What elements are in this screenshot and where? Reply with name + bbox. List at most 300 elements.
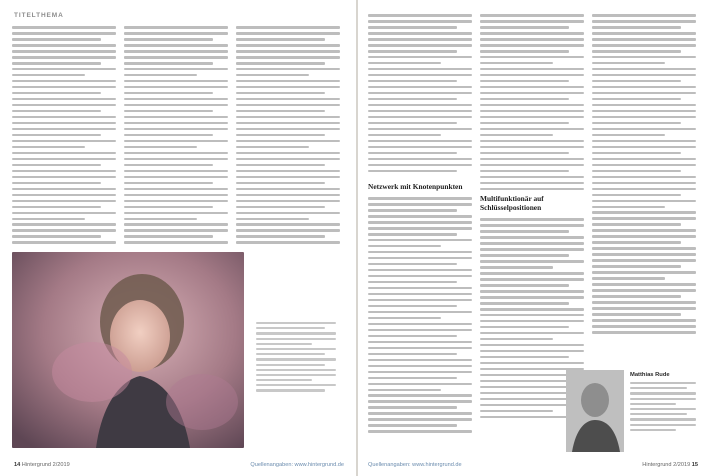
text-line <box>480 116 584 119</box>
text-line <box>480 80 569 83</box>
text-line <box>592 265 681 268</box>
text-line <box>480 74 584 77</box>
left-column-3 <box>236 26 340 247</box>
text-line <box>592 217 696 220</box>
feature-photo <box>12 252 244 448</box>
text-line <box>592 56 696 59</box>
text-line <box>630 418 696 420</box>
text-line <box>236 122 340 125</box>
text-line <box>12 229 116 232</box>
text-line <box>592 271 696 274</box>
right-column-2 <box>480 14 584 422</box>
text-line <box>630 413 687 415</box>
text-line <box>368 389 441 392</box>
text-line <box>368 371 472 374</box>
text-line <box>124 38 213 41</box>
right-page <box>358 0 714 476</box>
text-line <box>12 26 116 29</box>
text-line <box>480 266 553 269</box>
text-line <box>480 290 584 293</box>
text-line <box>368 287 472 290</box>
text-line <box>592 140 696 143</box>
text-line <box>368 221 472 224</box>
text-line <box>480 122 569 125</box>
text-line <box>368 146 472 149</box>
text-line <box>368 317 441 320</box>
text-line <box>12 188 116 191</box>
text-line <box>124 110 213 113</box>
author-photo-icon <box>566 370 624 452</box>
text-line <box>480 140 584 143</box>
text-line <box>592 319 696 322</box>
text-line <box>124 26 228 29</box>
text-line <box>480 146 584 149</box>
text-line <box>12 32 116 35</box>
text-line <box>368 20 472 23</box>
text-line <box>480 332 584 335</box>
text-line <box>236 146 309 149</box>
text-line <box>592 164 696 167</box>
author-portrait <box>566 370 624 452</box>
text-line <box>368 233 457 236</box>
text-line <box>368 197 472 200</box>
text-line <box>480 158 584 161</box>
text-line <box>480 344 584 347</box>
text-line <box>592 277 665 280</box>
text-line <box>592 134 665 137</box>
text-line <box>592 301 696 304</box>
text-line <box>480 398 569 401</box>
text-line <box>480 98 569 101</box>
text-line <box>368 116 472 119</box>
text-line <box>480 338 553 341</box>
text-line <box>256 348 336 350</box>
text-line <box>480 68 584 71</box>
left-column-1 <box>12 26 116 247</box>
text-line <box>368 341 472 344</box>
text-line <box>592 289 696 292</box>
text-line <box>592 182 696 185</box>
text-line <box>480 62 553 65</box>
text-line <box>124 128 228 131</box>
text-line <box>368 80 457 83</box>
text-line <box>124 68 228 71</box>
text-line <box>368 86 472 89</box>
text-line <box>236 92 325 95</box>
text-line <box>124 98 228 101</box>
text-line <box>236 134 325 137</box>
text-line <box>480 170 569 173</box>
text-line <box>12 38 101 41</box>
text-line <box>124 152 228 155</box>
text-line <box>368 104 472 107</box>
text-line <box>368 68 472 71</box>
text-line <box>368 245 441 248</box>
text-line <box>124 44 228 47</box>
text-line <box>368 257 472 260</box>
text-line <box>368 269 472 272</box>
text-line <box>256 379 312 381</box>
text-line <box>236 56 340 59</box>
text-line <box>12 50 116 53</box>
text-line <box>592 86 696 89</box>
source-link[interactable]: Quellenangaben: www.hintergrund.de <box>250 462 344 468</box>
text-line <box>368 227 472 230</box>
text-line <box>480 302 569 305</box>
text-line <box>236 80 340 83</box>
text-line <box>368 335 457 338</box>
text-line <box>480 182 584 185</box>
text-line <box>236 176 340 179</box>
text-line <box>368 170 457 173</box>
text-line <box>256 364 325 366</box>
text-line <box>480 374 569 377</box>
text-line <box>368 14 472 17</box>
text-line <box>368 275 472 278</box>
text-line <box>480 134 553 137</box>
text-line <box>236 158 340 161</box>
text-line <box>236 188 340 191</box>
text-line <box>12 200 116 203</box>
text-line <box>368 347 472 350</box>
text-line <box>592 259 696 262</box>
text-line <box>480 254 569 257</box>
left-page <box>0 0 356 476</box>
text-line <box>124 176 228 179</box>
text-line <box>256 369 336 371</box>
right-footer <box>368 462 698 468</box>
text-line <box>592 223 681 226</box>
text-line <box>236 62 325 65</box>
text-line <box>236 200 340 203</box>
text-line <box>592 235 696 238</box>
text-line <box>480 26 569 29</box>
text-line <box>592 194 681 197</box>
text-line <box>368 44 472 47</box>
text-line <box>124 235 213 238</box>
text-line <box>236 206 325 209</box>
text-line <box>592 247 696 250</box>
text-line <box>256 374 336 376</box>
text-line <box>368 140 472 143</box>
text-line <box>368 98 457 101</box>
text-line <box>236 212 340 215</box>
text-line <box>480 218 584 221</box>
text-line <box>368 32 472 35</box>
text-line <box>480 128 584 131</box>
text-line <box>368 323 472 326</box>
text-line <box>480 110 584 113</box>
text-line <box>368 209 457 212</box>
text-line <box>630 408 696 410</box>
text-line <box>12 134 101 137</box>
text-line <box>480 20 584 23</box>
text-line <box>124 194 228 197</box>
text-line <box>592 62 665 65</box>
text-line <box>592 253 696 256</box>
text-line <box>480 242 584 245</box>
text-line <box>236 98 340 101</box>
text-line <box>256 353 325 355</box>
text-line <box>256 338 336 340</box>
text-line <box>368 215 472 218</box>
text-line <box>236 128 340 131</box>
text-line <box>12 170 116 173</box>
text-line <box>592 32 696 35</box>
text-line <box>592 188 696 191</box>
text-line <box>124 116 228 119</box>
text-line <box>12 194 116 197</box>
text-line <box>12 68 116 71</box>
text-line <box>630 398 696 400</box>
page-number: 14 <box>14 462 21 468</box>
photo-caption <box>256 322 336 395</box>
text-line <box>368 122 457 125</box>
text-line <box>592 110 696 113</box>
text-line <box>480 38 584 41</box>
text-line <box>480 272 584 275</box>
portrait-photo-icon <box>12 252 244 448</box>
text-line <box>12 140 116 143</box>
text-line <box>368 50 457 53</box>
left-footer <box>14 462 344 468</box>
text-line <box>592 80 681 83</box>
text-line <box>368 38 472 41</box>
right-column-1 <box>368 14 472 176</box>
text-line <box>236 182 325 185</box>
text-line <box>124 104 228 107</box>
text-line <box>12 56 116 59</box>
text-line <box>236 44 340 47</box>
issue-label: Hintergrund 2/2019 <box>21 462 70 468</box>
text-line <box>124 62 213 65</box>
text-line <box>12 116 116 119</box>
text-line <box>592 283 696 286</box>
page-number-right: 15 <box>691 462 698 468</box>
text-line <box>124 182 213 185</box>
text-line <box>592 128 696 131</box>
text-line <box>368 62 441 65</box>
text-line <box>236 223 340 226</box>
text-line <box>236 170 340 173</box>
left-column-2 <box>124 26 228 247</box>
text-line <box>256 322 336 324</box>
text-line <box>368 365 472 368</box>
text-line <box>630 403 676 405</box>
text-line <box>124 92 213 95</box>
text-line <box>480 188 584 191</box>
text-line <box>236 241 340 244</box>
text-line <box>12 164 101 167</box>
text-line <box>592 152 681 155</box>
text-line <box>480 236 584 239</box>
text-line <box>368 359 472 362</box>
text-line <box>256 332 336 334</box>
text-line <box>480 176 584 179</box>
text-line <box>592 241 681 244</box>
text-line <box>592 50 681 53</box>
text-line <box>592 170 681 173</box>
text-line <box>592 122 681 125</box>
text-line <box>480 284 569 287</box>
text-line <box>368 430 472 433</box>
text-line <box>236 164 325 167</box>
text-line <box>124 200 228 203</box>
text-line <box>12 122 116 125</box>
text-line <box>368 329 472 332</box>
text-line <box>124 206 213 209</box>
section-tag: TITELTHEMA <box>14 12 64 19</box>
text-line <box>124 86 228 89</box>
text-line <box>480 92 584 95</box>
text-line <box>592 176 696 179</box>
text-line <box>12 128 116 131</box>
text-line <box>368 305 457 308</box>
text-line <box>480 362 584 365</box>
text-line <box>236 140 340 143</box>
text-line <box>480 152 569 155</box>
text-line <box>630 382 696 384</box>
text-line <box>480 296 584 299</box>
author-bio <box>566 370 698 458</box>
text-line <box>480 44 584 47</box>
text-line <box>12 158 116 161</box>
text-line <box>592 92 696 95</box>
subhead-multifunktionaer: Multifunktionär auf Schlüsselpositionen <box>480 194 544 213</box>
text-line <box>480 320 584 323</box>
text-line <box>592 116 696 119</box>
text-line <box>368 400 472 403</box>
text-line <box>368 158 472 161</box>
text-line <box>592 211 696 214</box>
text-line <box>480 314 584 317</box>
text-line <box>368 424 457 427</box>
text-line <box>592 325 696 328</box>
text-line <box>124 74 197 77</box>
text-line <box>236 74 309 77</box>
text-line <box>480 356 569 359</box>
text-line <box>368 203 472 206</box>
text-line <box>480 326 569 329</box>
text-line <box>368 394 472 397</box>
text-line <box>124 146 197 149</box>
text-line <box>592 200 696 203</box>
text-line <box>236 116 340 119</box>
text-line <box>592 206 665 209</box>
text-line <box>592 98 681 101</box>
text-line <box>12 104 116 107</box>
text-line <box>630 392 696 394</box>
text-line <box>124 122 228 125</box>
text-line <box>630 387 687 389</box>
text-line <box>124 80 228 83</box>
text-line <box>630 424 696 426</box>
text-line <box>592 229 696 232</box>
text-line <box>592 44 696 47</box>
text-line <box>236 104 340 107</box>
text-line <box>480 350 584 353</box>
text-line <box>12 62 101 65</box>
text-line <box>124 170 228 173</box>
text-line <box>12 74 85 77</box>
author-name: Matthias Rude <box>630 372 670 378</box>
text-line <box>480 248 584 251</box>
text-line <box>12 223 116 226</box>
text-line <box>592 38 696 41</box>
text-line <box>236 86 340 89</box>
text-line <box>368 134 441 137</box>
text-line <box>480 14 584 17</box>
text-line <box>236 152 340 155</box>
text-line <box>480 164 584 167</box>
text-line <box>368 26 457 29</box>
text-line <box>368 412 472 415</box>
text-line <box>12 98 116 101</box>
text-line <box>256 343 312 345</box>
text-line <box>12 235 101 238</box>
text-line <box>12 182 101 185</box>
text-line <box>368 56 472 59</box>
text-line <box>12 218 85 221</box>
text-line <box>12 146 85 149</box>
text-line <box>124 140 228 143</box>
text-line <box>592 158 696 161</box>
text-line <box>592 26 681 29</box>
text-line <box>480 308 584 311</box>
text-line <box>592 313 681 316</box>
text-line <box>480 410 553 413</box>
text-line <box>124 134 213 137</box>
text-line <box>12 44 116 47</box>
text-line <box>368 74 472 77</box>
issue-label-right: Hintergrund 2/2019 <box>642 462 691 468</box>
text-line <box>12 176 116 179</box>
text-line <box>368 383 472 386</box>
text-line <box>368 406 457 409</box>
text-line <box>12 241 116 244</box>
text-line <box>124 32 228 35</box>
text-line <box>12 212 116 215</box>
text-line <box>236 26 340 29</box>
text-line <box>592 74 696 77</box>
text-line <box>124 188 228 191</box>
text-line <box>236 235 325 238</box>
text-line <box>592 68 696 71</box>
text-line <box>368 299 472 302</box>
text-line <box>368 251 472 254</box>
text-line <box>368 377 457 380</box>
text-line <box>12 92 101 95</box>
text-line <box>12 110 101 113</box>
text-line <box>592 104 696 107</box>
text-line <box>124 50 228 53</box>
source-link-right[interactable]: Quellenangaben: www.hintergrund.de <box>368 462 462 468</box>
text-line <box>368 239 472 242</box>
text-line <box>12 206 101 209</box>
text-line <box>368 263 457 266</box>
text-line <box>480 86 584 89</box>
text-line <box>236 50 340 53</box>
text-line <box>236 194 340 197</box>
text-line <box>630 429 676 431</box>
text-line <box>368 281 457 284</box>
text-line <box>236 229 340 232</box>
text-line <box>124 223 228 226</box>
text-line <box>256 384 336 386</box>
text-line <box>480 104 584 107</box>
text-line <box>368 128 472 131</box>
text-line <box>124 229 228 232</box>
